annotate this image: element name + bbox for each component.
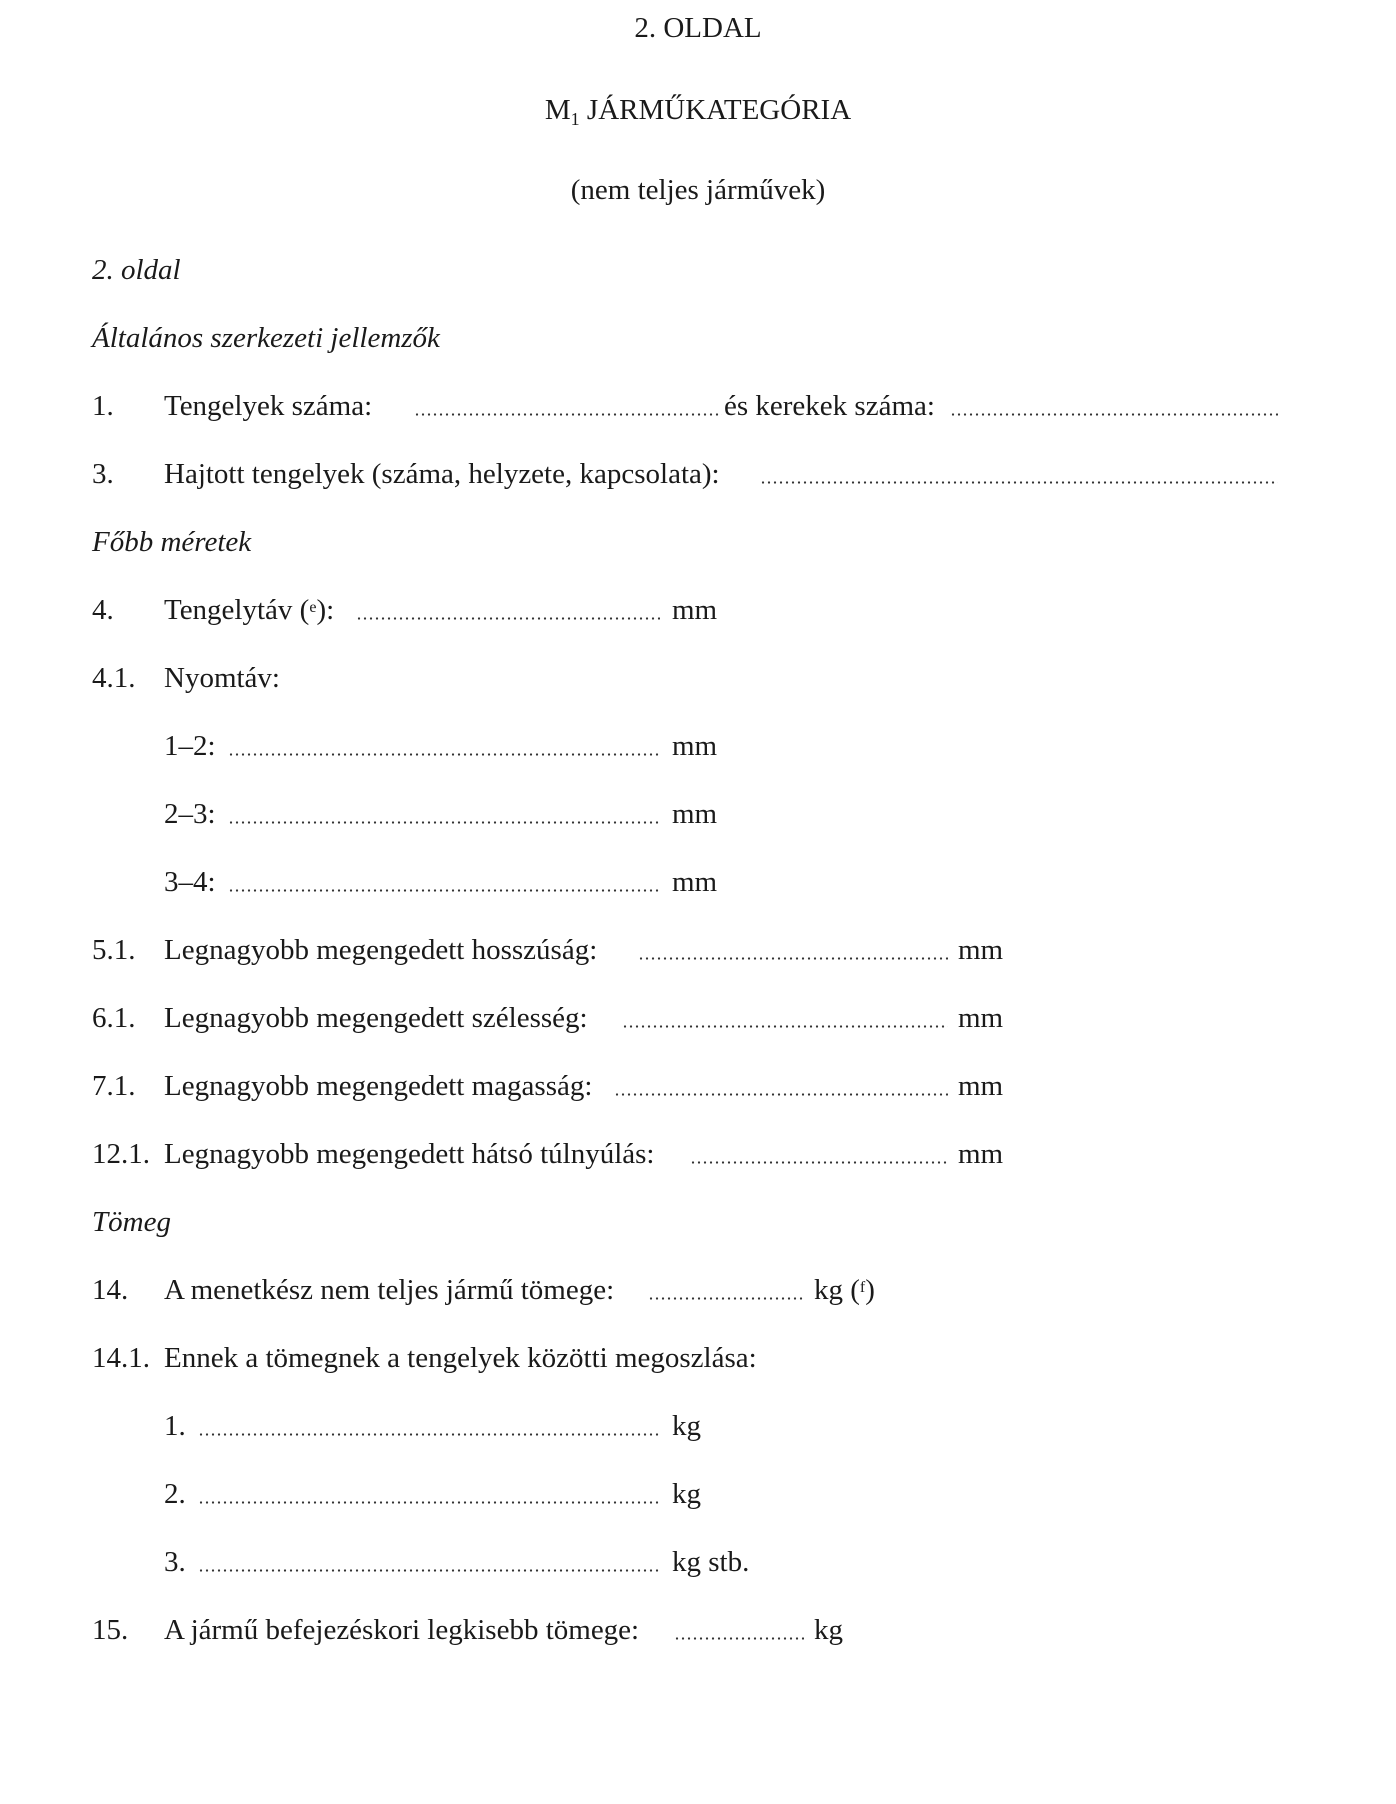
item-label: Legnagyobb megengedett hátsó túlnyúlás: <box>164 1138 655 1170</box>
fill-field[interactable] <box>760 481 1278 484</box>
item-14-1-b <box>164 1476 1364 1512</box>
fill-field[interactable] <box>690 1161 948 1164</box>
item-3 <box>92 456 1392 492</box>
unit-label: mm <box>672 594 718 626</box>
item-label-mid: és kerekek száma: <box>724 390 935 422</box>
fill-field[interactable] <box>228 889 660 892</box>
unit-label: mm <box>958 1138 1004 1170</box>
item-14-1 <box>92 1340 1392 1376</box>
item-label: Legnagyobb megengedett szélesség: <box>164 1002 588 1034</box>
unit-label: kg <box>672 1478 701 1510</box>
item-label: 1–2: <box>164 730 216 762</box>
item-label: Tengelytáv ($^e$): <box>164 594 335 626</box>
item-label: 3. <box>164 1546 186 1578</box>
item-15 <box>92 1612 1392 1648</box>
fill-field[interactable] <box>648 1297 804 1300</box>
item-14-1-c <box>164 1544 1364 1580</box>
unit-label: mm <box>958 934 1004 966</box>
section-dimensions: Főbb méretek <box>92 526 252 558</box>
fill-field[interactable] <box>228 753 660 756</box>
category-subtitle: (nem teljes járművek) <box>570 174 826 206</box>
item-number: 14.1. <box>92 1342 150 1374</box>
item-number: 4.1. <box>92 662 136 694</box>
item-6-1 <box>92 1000 1392 1036</box>
item-label: 1. <box>164 1410 186 1442</box>
item-5-1 <box>92 932 1392 968</box>
unit-label: mm <box>672 798 718 830</box>
unit-label: mm <box>958 1002 1004 1034</box>
item-label: Ennek a tömegnek a tengelyek közötti megoszlása: <box>164 1342 757 1374</box>
category-title: $M_1$ JÁRMŰKATEGÓRIA <box>544 94 852 129</box>
item-7-1 <box>92 1068 1392 1104</box>
unit-label: kg ($^f$) <box>814 1274 875 1306</box>
item-14 <box>92 1272 1392 1308</box>
item-4-1-b <box>164 796 1364 832</box>
item-12-1 <box>92 1136 1392 1172</box>
item-label: A jármű befejezéskori legkisebb tömege: <box>164 1614 640 1646</box>
item-4-1-a <box>164 728 1364 764</box>
item-number: 3. <box>92 458 114 490</box>
fill-field[interactable] <box>622 1025 948 1028</box>
item-4 <box>92 592 1392 628</box>
unit-label: kg stb. <box>672 1546 750 1578</box>
item-label: Tengelyek száma: <box>164 390 373 422</box>
item-label: A menetkész nem teljes jármű tömege: <box>164 1274 615 1306</box>
item-4-1 <box>92 660 1392 696</box>
item-number: 4. <box>92 594 114 626</box>
item-number: 6.1. <box>92 1002 136 1034</box>
fill-field[interactable] <box>228 821 660 824</box>
page-label: 2. oldal <box>92 254 181 286</box>
unit-label: kg <box>672 1410 701 1442</box>
fill-field[interactable] <box>198 1501 660 1504</box>
section-general: Általános szerkezeti jellemzők <box>92 322 440 354</box>
unit-label: mm <box>672 866 718 898</box>
unit-label: mm <box>672 730 718 762</box>
item-4-1-c <box>164 864 1364 900</box>
section-mass: Tömeg <box>92 1206 171 1238</box>
item-1 <box>92 388 1392 424</box>
item-label: 3–4: <box>164 866 216 898</box>
item-label: Hajtott tengelyek (száma, helyzete, kapcsolata): <box>164 458 720 490</box>
item-number: 12.1. <box>92 1138 150 1170</box>
item-label: Legnagyobb megengedett hosszúság: <box>164 934 598 966</box>
fill-field[interactable] <box>356 617 660 620</box>
item-label: 2–3: <box>164 798 216 830</box>
fill-field[interactable] <box>614 1093 948 1096</box>
page-heading: 2. OLDAL <box>634 12 762 44</box>
item-number: 5.1. <box>92 934 136 966</box>
fill-field[interactable] <box>674 1637 804 1640</box>
item-label: Nyomtáv: <box>164 662 280 694</box>
unit-label: kg <box>814 1614 843 1646</box>
fill-field[interactable] <box>414 413 722 416</box>
unit-label: mm <box>958 1070 1004 1102</box>
item-14-1-a <box>164 1408 1364 1444</box>
item-number: 1. <box>92 390 114 422</box>
fill-field[interactable] <box>198 1433 660 1436</box>
item-label: Legnagyobb megengedett magasság: <box>164 1070 593 1102</box>
fill-field[interactable] <box>198 1569 660 1572</box>
item-label: 2. <box>164 1478 186 1510</box>
fill-field[interactable] <box>638 957 948 960</box>
item-number: 15. <box>92 1614 129 1646</box>
item-number: 7.1. <box>92 1070 136 1102</box>
fill-field[interactable] <box>950 413 1278 416</box>
item-number: 14. <box>92 1274 129 1306</box>
